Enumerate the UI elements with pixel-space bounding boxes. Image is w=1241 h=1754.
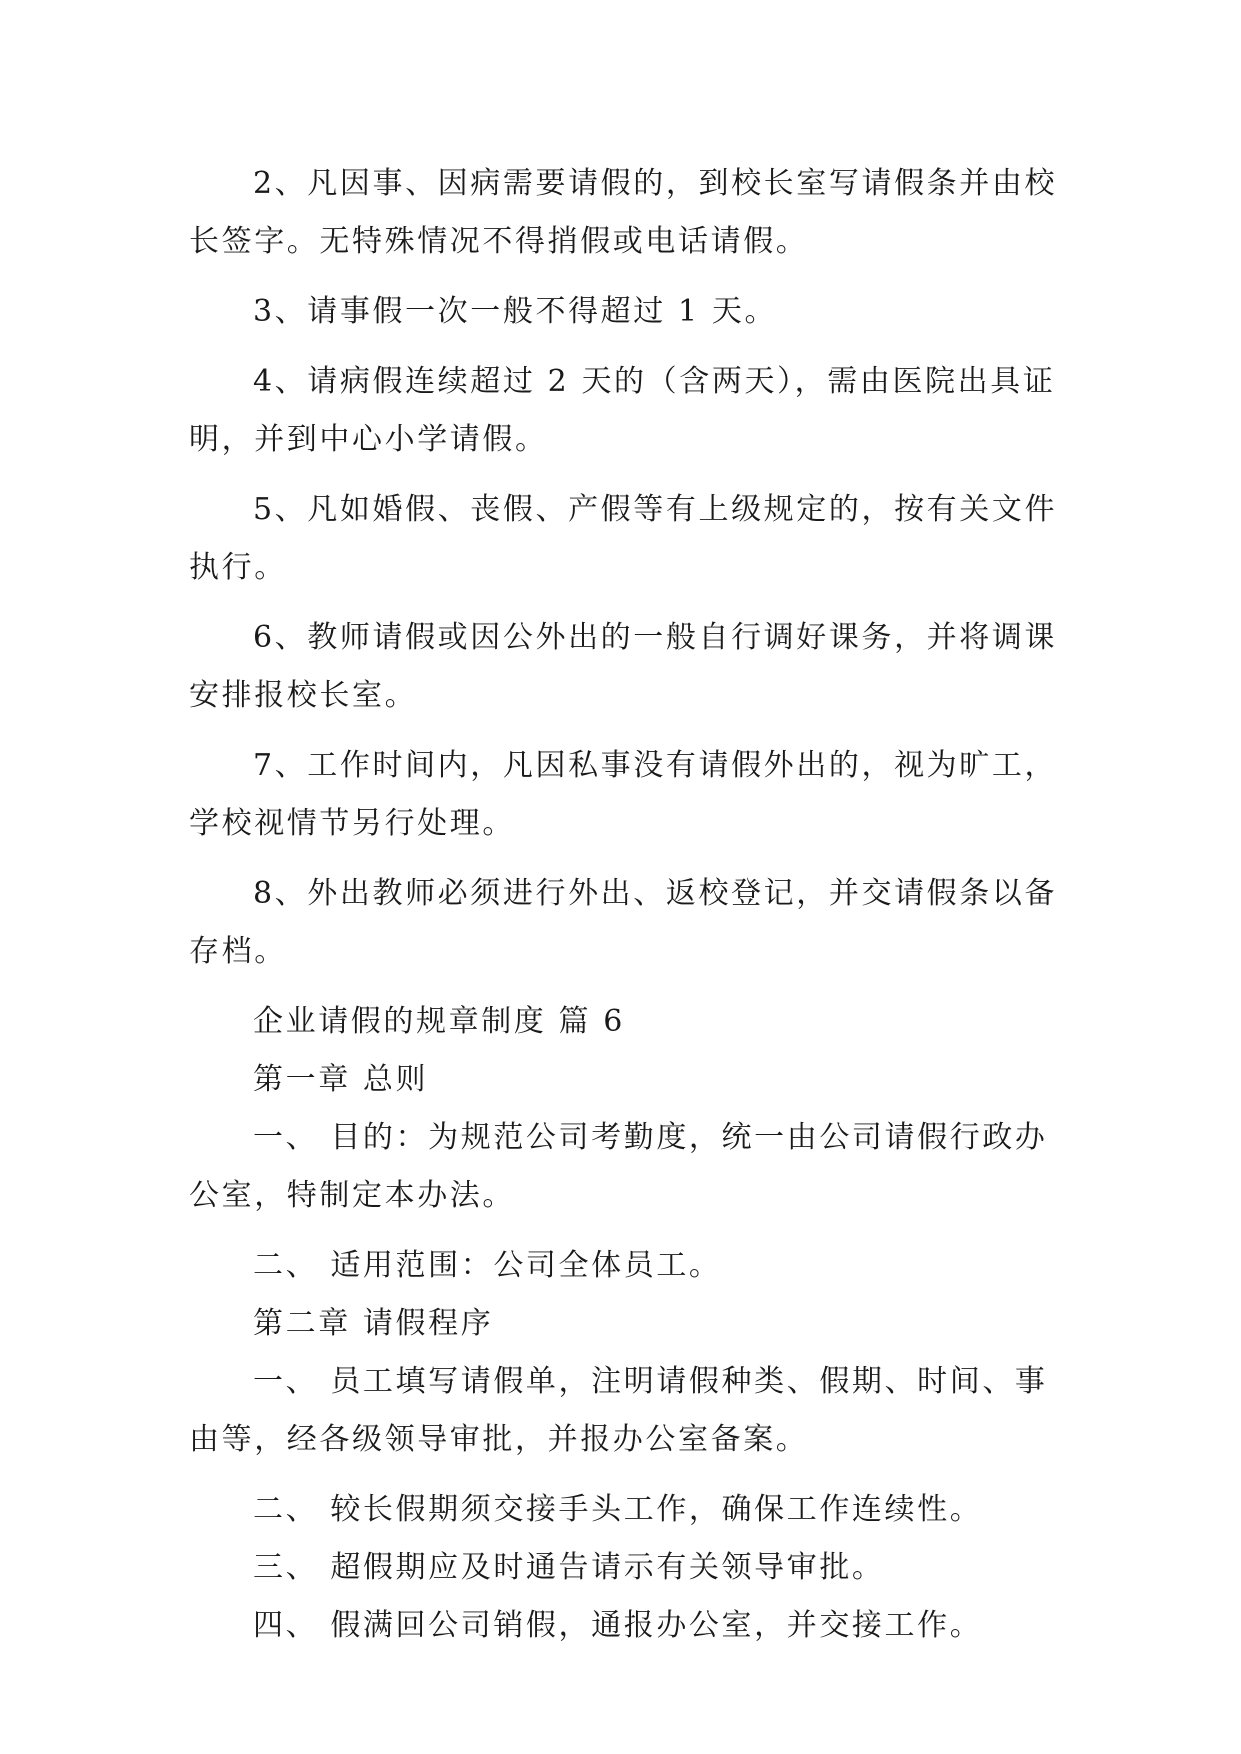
paragraph-rule-6: 6、教师请假或因公外出的一般自行调好课务，并将调课安排报校长室。 (189, 620, 1058, 713)
paragraph-procedure-1: 一、 员工填写请假单，注明请假种类、假期、时间、事由等，经各级领导审批，并报办公室备案。 (189, 1364, 1048, 1457)
paragraph-purpose: 一、 目的：为规范公司考勤度，统一由公司请假行政办公室，特制定本办法。 (189, 1120, 1048, 1213)
paragraph-rule-7: 7、工作时间内，凡因私事没有请假外出的，视为旷工，学校视情节另行处理。 (189, 748, 1058, 841)
paragraph-procedure-3: 三、 超假期应及时通告请示有关领导审批。 (253, 1550, 885, 1585)
paragraph-rule-3: 3、请事假一次一般不得超过 1 天。 (253, 294, 778, 329)
paragraph-scope: 二、 适用范围：公司全体员工。 (253, 1248, 722, 1283)
section-title: 企业请假的规章制度 篇 6 (253, 1004, 625, 1039)
document-body (189, 155, 1069, 1655)
chapter-2-title: 第二章 请假程序 (253, 1306, 494, 1341)
paragraph-rule-2: 2、凡因事、因病需要请假的，到校长室写请假条并由校长签字。无特殊情况不得捎假或电话请假。 (189, 166, 1058, 259)
paragraph-rule-4: 4、请病假连续超过 2 天的（含两天），需由医院出具证明，并到中心小学请假。 (189, 364, 1056, 457)
paragraph-rule-8: 8、外出教师必须进行外出、返校登记，并交请假条以备存档。 (189, 876, 1058, 969)
paragraph-rule-5: 5、凡如婚假、丧假、产假等有上级规定的，按有关文件执行。 (189, 492, 1058, 585)
paragraph-procedure-2: 二、 较长假期须交接手头工作，确保工作连续性。 (253, 1492, 983, 1527)
paragraph-procedure-4: 四、 假满回公司销假，通报办公室，并交接工作。 (253, 1608, 983, 1643)
chapter-1-title: 第一章 总则 (253, 1062, 429, 1097)
